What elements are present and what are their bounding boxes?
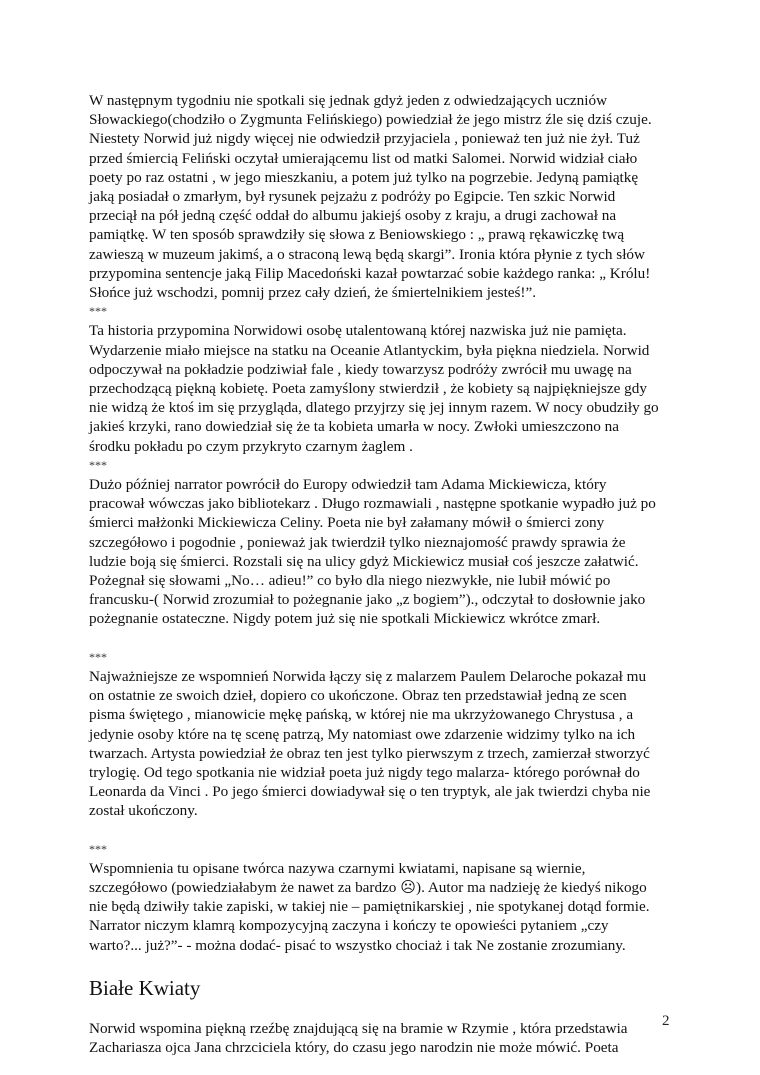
section-separator: *** [89,304,107,319]
text-line: przechodzącą piękną kobietę. Poeta zamyślony stwierdził , że kobiety są najpiękniejsze gdy [89,380,647,398]
paragraph-ship [89,321,689,455]
text-line: Ta historia przypomina Norwidowi osobę utalentowaną której nazwiska już nie pamięta. [89,322,627,340]
text-line: szczegółowo (powiedziałabym że nawet za bardzo ☹). Autor ma nadzieję że kiedyś nikogo [89,878,647,896]
text-line: Wydarzenie miało miejsce na statku na Oceanie Atlantyckim, była piękna niedziela. Norwid [89,341,650,359]
text-line: nie będą dziwiły takie zapiski, w takiej nie – pamiętnikarskiej , nie spotykanej dotąd formie. [89,898,650,916]
text-line: zawieszą w muzeum jakimś, a o straconą lewą będą skargi”. Ironia która płynie z tych słów [89,245,645,263]
blank-line [89,629,689,648]
text-line: ludzie boją się śmierci. Rozstali się na ulicy gdyż Mickiewicz musiał coś jeszcze załatwić. [89,552,639,570]
text-line: nie widzą że ktoś im się przygląda, dlatego przyjrzy się jej innym razem. W nocy obudziły go [89,399,659,417]
text-line: Dużo później narrator powrócił do Europy odwiedził tam Adama Mickiewicza, który [89,476,607,494]
text-line: Wspomnienia tu opisane twórca nazywa czarnymi kwiatami, napisane są wiernie, [89,859,586,877]
text-line: został ukończony. [89,802,198,820]
text-line: Zachariasza ojca Jana chrzciciela który, do czasu jego narodzin nie może mówić. Poeta [89,1038,619,1056]
text-line: pamiątkę. W ten sposób sprawdziły się słowa z Beniowskiego : „ prawą rękawiczkę twą [89,226,625,244]
page-content [89,91,689,1057]
paragraph-mickiewicz [89,475,689,629]
section-separator: *** [89,841,107,856]
text-line: warto?... już?”- - można dodać- pisać to wszystko chociaż i tak Ne zostanie zrozumiany. [89,936,626,954]
text-line: pracował wówczas jako bibliotekarz . Długo rozmawiali , następne spotkanie wypadło już po [89,495,656,513]
text-line: Słońce już wschodzi, pomnij przez cały dzień, że śmiertelnikiem jesteś!”. [89,284,537,302]
page-number: 2 [662,1013,670,1029]
section-separator: *** [89,649,107,664]
text-line: Leonarda da Vinci . Po jego śmierci dowiadywał się o ten tryptyk, ale jak twierdzi chyba nie [89,783,651,801]
section-separator: *** [89,457,107,472]
paragraph-biale-kwiaty [89,1019,689,1057]
text-line: pisma świętego , mianowicie mękę pańską, w której nie ma ukrzyżowanego Chrystusa , a [89,706,634,724]
text-line: pożegnanie ostateczne. Nigdy potem już się nie spotkali Mickiewicz wkrótce zmarł. [89,610,601,628]
paragraph-summary [89,859,689,955]
text-line: Norwid wspomina piękną rzeźbę znajdującą się na bramie w Rzymie , która przedstawia [89,1019,628,1037]
text-line: szczegółowo i pogodnie , ponieważ jak twierdził tylko nieznajomość prawdy sprawia że [89,533,626,551]
text-line: Najważniejsze ze wspomnień Norwida łączy się z malarzem Paulem Delaroche pokazał mu [89,667,647,685]
text-line: jakieś krzyki, rano dowiedział się że ta kobieta umarła w nocy. Zwłoki umieszczono na [89,418,619,436]
text-line: Niestety Norwid już nigdy więcej nie odwiedził przyjaciela , ponieważ ten już nie żył. Tuż [89,130,640,148]
text-line: francusku-( Norwid zrozumiał to pożegnanie jako „z bogiem”)., odczytał to dosłownie jako [89,591,646,609]
text-line: środku pokładu po czym przykryto czarnym żaglem . [89,437,413,455]
text-line: odpoczywał na pokładzie podziwiał fale , kiedy towarzysz podróży zwrócił mu uwagę na [89,360,632,378]
section-heading: Białe Kwiaty [89,975,201,1000]
text-line: trylogię. Od tego spotkania nie widział poeta już nigdy tego malarza- którego porównał do [89,763,640,781]
text-line: poety po raz ostatni , w jego mieszkaniu, a potem już tylko na pogrzebie. Jedyną pamiątkę [89,168,639,186]
text-line: przypomina sentencje jaką Filip Macedoński kazał powtarzać sobie każdego ranka: „ Królu! [89,264,651,282]
text-line: Słowackiego(chodziło o Zygmunta Felińskiego) powiedział że jego mistrz źle się dziś czuje. [89,111,652,129]
paragraph-delaroche [89,667,689,821]
text-line: W następnym tygodniu nie spotkali się jednak gdyż jeden z odwiedzających uczniów [89,92,608,109]
text-line: Pożegnał się słowami „No… adieu!” co było dla niego niezwykłe, nie lubił mówić po [89,572,611,590]
paragraph-slowacki [89,91,689,302]
text-line: jedynie osoby które na tę scenę patrzą, My natomiast owe zdarzenie widzimy tylko na ich [89,725,636,743]
text-line: przeciął na pół jedną część oddał do albumu jakiejś osoby z kraju, a drugi zachował na [89,207,617,225]
text-line: Narrator niczym klamrą kompozycyjną zaczyna i kończy te opowieści pytaniem „czy [89,917,609,935]
blank-line [89,821,689,840]
text-line: przed śmiercią Feliński oczytał umierającemu list od matki Salomei. Norwid widział ciało [89,149,638,167]
text-line: on ostatnie ze swoich dzieł, dopiero co ukończone. Obraz ten przedstawiał jedną ze scen [89,687,627,705]
text-line: twarzach. Artysta powiedział że obraz ten jest tylko pierwszym z trzech, zamierzał stworzyć [89,744,650,762]
text-line: śmierci małżonki Mickiewicza Celiny. Poeta nie był załamany mówił o śmierci zony [89,514,605,532]
text-line: jaką posiadał o zmarłym, był rysunek pejzażu z podróży po Egipcie. Ten szkic Norwid [89,188,616,206]
